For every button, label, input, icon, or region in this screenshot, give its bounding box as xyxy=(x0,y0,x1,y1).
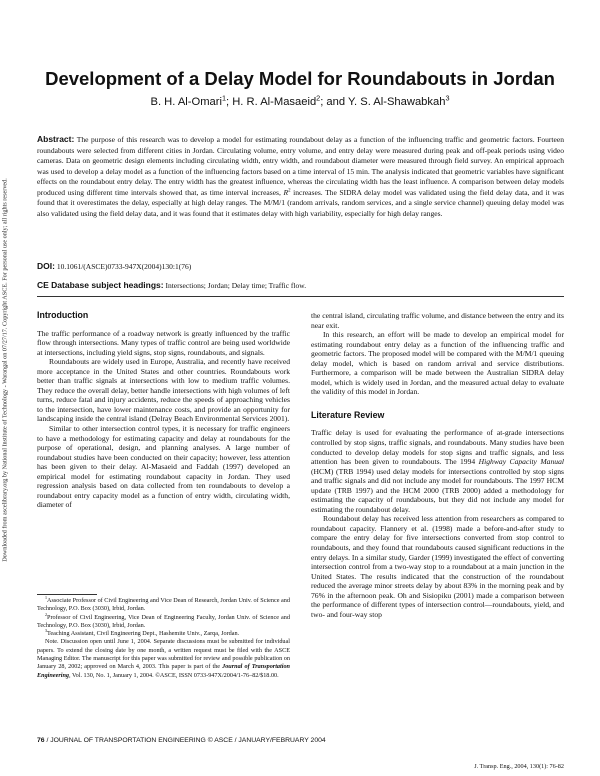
lit-paragraph-1 xyxy=(311,428,564,514)
right-column xyxy=(311,311,564,619)
ce-database-value: Intersections; Jordan; Delay time; Traffic flow. xyxy=(163,281,307,290)
page-footer xyxy=(37,737,326,744)
abstract-text-b: increases. The SIDRA delay model was validated using the field delay data, and it was found that it overestimates the delay, especially at high delay ranges. The M/M/1 (random arrivals, random services, and a single service channel) queuing delay model was also validated using the field delay data, and it was found that it estimates delay with high variability, especially for high delay ranges. xyxy=(37,187,565,218)
author-2: ; H. R. Al-Masaeid xyxy=(226,96,317,108)
lit-heading: Literature Review xyxy=(311,409,385,420)
r-squared: R xyxy=(283,187,289,197)
abstract-label: Abstract: xyxy=(37,134,75,144)
page-number: 76 xyxy=(37,737,45,744)
paper-title: Development of a Delay Model for Roundabouts in Jordan xyxy=(45,68,555,89)
submission-note xyxy=(37,638,290,679)
header-divider xyxy=(37,296,564,297)
author-1-affil: 1 xyxy=(221,93,227,103)
author-2-affil: 2 xyxy=(316,93,321,103)
lit-p1-a: Traffic delay is used for evaluating the performance of at-grade intersections controlled by stop signs, traffic signals, and roundabouts. Many studies have been conducted to develop delay models for stop signs and traffic signals, and less attention has been given to roundabouts. The 1994 xyxy=(311,428,564,467)
intro-paragraph-1: The traffic performance of a roadway network is greatly influenced by the traffic flow through intersections. Many types of traffic control are being used worldwide at intersections, including yield signs, stop signs, roundabouts, and signals. xyxy=(37,328,290,357)
doi-value[interactable]: 10.1061/(ASCE)0733-947X(2004)130:1(76) xyxy=(54,262,192,271)
footnote-2-marker: 2 xyxy=(45,611,48,617)
left-column xyxy=(37,311,290,510)
footnote-3-marker: 3 xyxy=(45,628,48,634)
ce-database-line xyxy=(37,280,306,290)
abstract-text-a: The purpose of this research was to develop a model for estimating roundabout delay as a function of the influencing traffic and geometric factors. Fourteen roundabouts were selected from different cities in Jordan. Circulating volume, entry volume, and entry delay were measured during peak and off-peak periods using video cameras. Data on geometric design elements including circulating width, entry width, and roundabout diameter were measured through field survey. An empirical approach was used to develop a delay model as a function of the influencing factors based on a time interval of 15 min. The analysis indicated that geometric variables have significant effects on the roundabout entry delay. The entry width has the greatest influence, whereas the circulating width has the least influence. A comparison between delay models produced using different time intervals showed that, as time interval increases, xyxy=(37,135,564,197)
footnote-1-text: Associate Professor of Civil Engineering and Vice Dean of Research, Jordan Univ. of Science and Technology, P.O. Box (3030), Irbid, Jordan. xyxy=(37,597,290,613)
footnote-1-marker: 1 xyxy=(45,594,48,600)
download-watermark-text: Downloaded from ascelibrary.org by National Institute of Technology - Warangal on 07/27/17. Copyright ASCE. For personal use only; all rights reserved. xyxy=(1,178,9,562)
intro-paragraph-3: Similar to other intersection control types, it is necessary for traffic engineers to have a methodology for estimating capacity and delay at roundabouts for the purpose of operational, design, and planning analyses. A large number of roundabout studies have been conducted on their capacity; however, less attention has been given to their delay. Al-Masaeid and Faddah (1997) developed an empirical model for estimating roundabout capacity in Jordan. They used regression analysis based on data collected from ten roundabouts to develop a roundabout entry capacity model as a function of entry width, circulating width, diameter of xyxy=(37,424,290,510)
intro-paragraph-5: In this research, an effort will be made to develop an empirical model for estimating roundabout entry delay as a function of the influencing traffic and geometric factors. The proposed model will be compared with the M/M/1 queuing delay model, which is based on random arrival and service distributions. Furthermore, a comparison will be made between the Australian SIDRA delay model, which is widely used in Jordan, and the measured actual delay to evaluate the validity of this model in Jordan. xyxy=(311,330,564,397)
lit-p1-italic: Highway Capacity Manual xyxy=(478,457,564,467)
note-text-b: , Vol. 130, No. 1, January 1, 2004. ©ASCE, ISSN 0733-947X/2004/1-76–82/$18.00. xyxy=(68,671,279,679)
lit-paragraph-2: Roundabout delay has received less attention from researchers as compared to roundabout capacity. Flannery et al. (1998) made a before-and-after study to compare the entry delay for five intersections converted from stop control to roundabouts, and they found that roundabouts caused significant reductions in the entry delays. In a similar study, Garder (1999) investigated the effect of converting intersection control from a two-way stop to a roundabout at a main junction in the United States. The results indicated that the construction of the roundabout reduced the average minor streets delay by about 83% in the morning peak and by 76% in the afternoon peak. Oh and Sisiopiku (2001) made a comparison between the performance of different types of intersection control—roundabouts, yield, and two- and four-way stop xyxy=(311,514,564,619)
download-watermark xyxy=(0,130,12,610)
author-line xyxy=(30,93,570,108)
doi-line xyxy=(37,261,191,271)
footer-journal: / JOURNAL OF TRANSPORTATION ENGINEERING © ASCE / JANUARY/FEBRUARY 2004 xyxy=(44,737,326,744)
author-3: ; and Y. S. Al-Shawabkah xyxy=(320,96,446,108)
citation-line: J. Transp. Eng., 2004, 130(1): 76-82 xyxy=(474,763,564,770)
intro-paragraph-4: the central island, circulating traffic volume, and distance between the entry and its near exit. xyxy=(311,311,564,330)
doi-label: DOI: xyxy=(37,261,55,271)
note-journal: Journal of Transportation Engineering xyxy=(37,663,290,679)
lit-p1-b: (HCM) (TRB 1994) used delay models for intersections controlled by stop signs and traffic signals and did not include any model for roundabouts. The 1997 HCM update (TRB 1997) and the HCM 2000 (TRB 2000) added a methodology for estimating the capacity of roundabouts, but they did not include any model for estimating the roundabout delay. xyxy=(311,466,564,514)
footnote-2-text: Professor of Civil Engineering, Vice Dean of Engineering Faculty, Jordan Univ. of Science and Technology, P.O. Box (3030), Irbid, Jordan. xyxy=(37,613,290,629)
intro-heading: Introduction xyxy=(37,310,89,320)
footnote-3-text: Teaching Assistant, Civil Engineering Dept., Hashemite Univ., Zarqa, Jordan. xyxy=(47,630,240,638)
footnote-3 xyxy=(37,630,290,638)
ce-database-label: CE Database subject headings: xyxy=(37,280,164,290)
note-text-a: Note. Discussion open until June 1, 2004. Separate discussions must be submitted for individual papers. To extend the closing date by one month, a written request must be filed with the ASCE Managing Editor. The manuscript for this paper was submitted for review and possible publication on January 28, 2002; approved on March 4, 2003. This paper is part of the xyxy=(37,638,290,671)
r-squared-exponent: 2 xyxy=(288,187,291,193)
footnotes xyxy=(37,594,290,680)
abstract xyxy=(37,134,564,219)
author-3-affil: 3 xyxy=(445,93,450,103)
footnote-1 xyxy=(37,594,290,614)
author-1: B. H. Al-Omari xyxy=(150,96,222,108)
intro-paragraph-2: Roundabouts are widely used in Europe, Australia, and recently have received more acceptance in the United States and other countries. Roundabouts work better than traffic signals at intersections with low to medium traffic volumes. They reduce the overall delay, better handle intersections with high volumes of left turns, reduce fatal and injury accidents, reduce the speeds of approaching vehicles to the intersection, have lower maintenance costs, and provide an opportunity for landscaping inside the central island (Delray Beach Environmental Services 2001). xyxy=(37,357,290,424)
